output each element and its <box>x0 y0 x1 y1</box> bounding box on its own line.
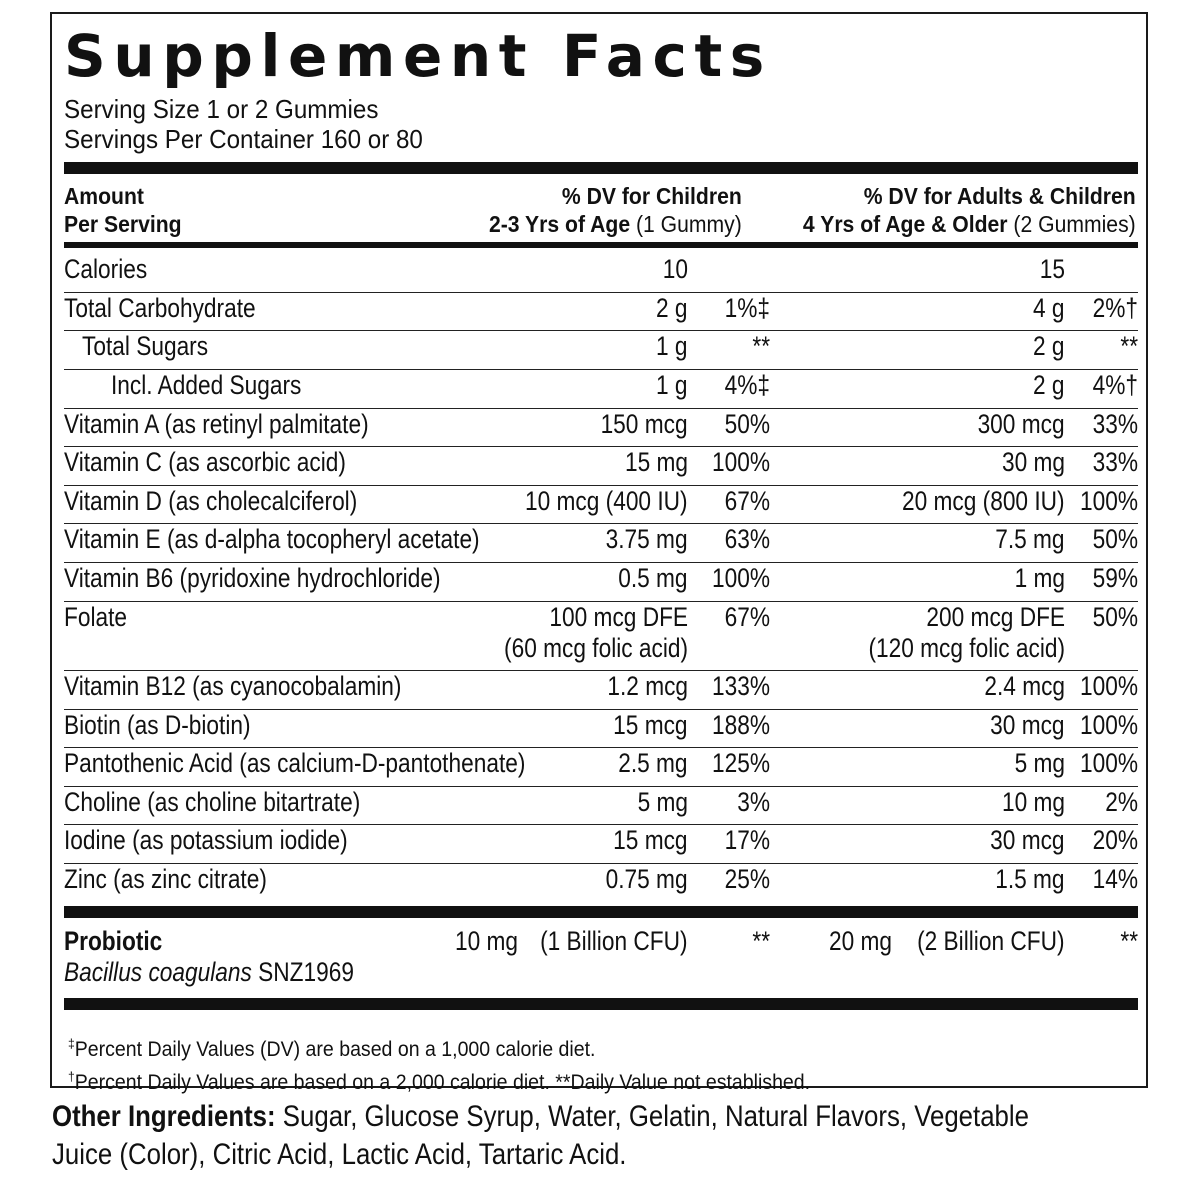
children-serving: (1 Gummy) <box>630 211 742 237</box>
child-dv: 100% <box>711 447 770 477</box>
per-serving-label: Per Serving <box>64 211 182 237</box>
nutrient-row <box>64 331 1138 370</box>
probiotic-child-amount: 10 mg <box>454 926 518 956</box>
supplement-facts-panel <box>50 12 1148 1094</box>
adult-amount: 10 mg <box>1001 787 1065 817</box>
nutrient-row <box>64 524 1138 563</box>
child-dv: 4%‡ <box>724 370 770 400</box>
child-amount: 0.5 mg <box>618 563 688 593</box>
footnote-2000-calorie <box>68 1063 810 1096</box>
adults-serving: (2 Gummies) <box>1007 211 1136 237</box>
adults-dv-header <box>803 182 1136 238</box>
adult-dv: ** <box>1120 331 1138 361</box>
child-amount: 10 mcg (400 IU) <box>525 486 688 516</box>
dagger-mark: † <box>68 1069 75 1084</box>
child-amount: 3.75 mg <box>606 524 688 554</box>
nutrient-row <box>64 787 1138 825</box>
nutrient-row <box>64 864 1138 902</box>
adult-dv: 100% <box>1079 486 1138 516</box>
nutrient-name: Vitamin C (as ascorbic acid) <box>64 447 346 477</box>
adult-dv: 2%† <box>1092 293 1138 323</box>
nutrient-row <box>64 748 1138 787</box>
panel-title: Supplement Facts <box>64 22 772 90</box>
probiotic-row <box>64 926 1138 996</box>
probiotic-species: Bacillus coagulans <box>64 957 252 987</box>
child-dv: 25% <box>724 864 770 894</box>
child-dv: 125% <box>711 748 770 778</box>
child-dv: 17% <box>724 825 770 855</box>
adult-amount: 2 g <box>1033 331 1065 361</box>
child-amount-detail: (60 mcg folic acid) <box>503 633 688 663</box>
nutrient-row <box>64 447 1138 486</box>
adult-amount: 300 mcg <box>978 409 1065 439</box>
child-amount: 10 <box>662 254 688 284</box>
serving-info <box>64 94 423 154</box>
adult-dv: 33% <box>1092 447 1138 477</box>
other-ingredients-text: Sugar, Glucose Syrup, Water, Gelatin, Natural Flavors, Vegetable Juice (Color), Citric Acid, Lactic Acid, Tartaric Acid. <box>52 1100 1029 1171</box>
child-dv: 188% <box>711 710 770 740</box>
probiotic-adult-amount: 20 mg <box>828 926 892 956</box>
child-amount: 1 g <box>656 331 688 361</box>
child-dv: 3% <box>737 787 770 817</box>
adult-amount: 5 mg <box>1014 748 1065 778</box>
adult-dv: 2% <box>1105 787 1138 817</box>
nutrient-name: Folate <box>64 602 128 632</box>
adult-dv: 4%† <box>1092 370 1138 400</box>
child-dv: 67% <box>724 486 770 516</box>
servings-per-container: Servings Per Container 160 or 80 <box>64 124 423 154</box>
nutrient-row <box>64 370 1138 409</box>
child-amount: 2 g <box>656 293 688 323</box>
serving-size: Serving Size 1 or 2 Gummies <box>64 94 379 124</box>
nutrient-name: Vitamin A (as retinyl palmitate) <box>64 409 369 439</box>
adult-amount: 2.4 mcg <box>984 671 1065 701</box>
child-amount: 0.75 mg <box>606 864 688 894</box>
child-amount: 15 mg <box>624 447 688 477</box>
adult-amount: 200 mcg DFE <box>926 602 1065 632</box>
nutrient-name: Biotin (as D-biotin) <box>64 710 251 740</box>
child-amount: 150 mcg <box>601 409 688 439</box>
nutrient-name: Total Carbohydrate <box>64 293 256 323</box>
footnotes <box>68 1030 810 1096</box>
child-dv: 50% <box>724 409 770 439</box>
nutrient-row <box>64 409 1138 447</box>
nutrient-row <box>64 671 1138 710</box>
adult-dv: 100% <box>1079 710 1138 740</box>
nutrient-name: Vitamin B12 (as cyanocobalamin) <box>64 671 402 701</box>
nutrient-name: Iodine (as potassium iodide) <box>64 825 348 855</box>
nutrient-row <box>64 486 1138 524</box>
adults-dv-title: % DV for Adults & Children <box>864 183 1136 209</box>
adults-age: 4 Yrs of Age & Older <box>803 211 1008 237</box>
child-dv: 1%‡ <box>724 293 770 323</box>
child-amount: 100 mcg DFE <box>549 602 688 632</box>
child-dv: 63% <box>724 524 770 554</box>
thick-divider-probiotic <box>64 906 1138 918</box>
child-dv: 133% <box>711 671 770 701</box>
adult-amount: 2 g <box>1033 370 1065 400</box>
children-dv-title: % DV for Children <box>562 183 742 209</box>
amount-label: Amount <box>64 183 144 209</box>
child-amount: 5 mg <box>637 787 688 817</box>
adult-dv: 33% <box>1092 409 1138 439</box>
nutrient-name: Pantothenic Acid (as calcium-D-pantothenate) <box>64 748 526 778</box>
child-dv: 67% <box>724 602 770 632</box>
amount-per-serving-header <box>64 182 182 238</box>
footnote-1000-calorie <box>68 1030 810 1063</box>
adult-amount-detail: (120 mcg folic acid) <box>868 633 1065 663</box>
double-dagger-mark: ‡ <box>68 1036 75 1051</box>
child-amount: 1 g <box>656 370 688 400</box>
children-dv-header <box>489 182 742 238</box>
probiotic-strain <box>64 957 354 987</box>
adult-dv: 50% <box>1092 602 1138 632</box>
child-amount: 1.2 mcg <box>607 671 688 701</box>
nutrient-row <box>64 710 1138 748</box>
nutrient-row <box>64 293 1138 331</box>
adult-amount: 30 mcg <box>990 825 1065 855</box>
other-ingredients <box>52 1098 1041 1174</box>
nutrient-name: Vitamin D (as cholecalciferol) <box>64 486 358 516</box>
thick-divider-bottom <box>64 998 1138 1010</box>
child-dv: ** <box>752 331 770 361</box>
children-age: 2-3 Yrs of Age <box>489 211 631 237</box>
child-dv: 100% <box>711 563 770 593</box>
adult-dv: 14% <box>1092 864 1138 894</box>
probiotic-adult-cfu: (2 Billion CFU) <box>917 926 1065 956</box>
nutrient-row <box>64 563 1138 602</box>
adult-amount: 4 g <box>1033 293 1065 323</box>
adult-amount: 1.5 mg <box>995 864 1065 894</box>
probiotic-strain-code: SNZ1969 <box>251 957 354 987</box>
adult-dv: 100% <box>1079 748 1138 778</box>
nutrient-row <box>64 602 1138 671</box>
footnote-2-text: Percent Daily Values are based on a 2,000 calorie diet. **Daily Value not established. <box>74 1071 811 1094</box>
adult-amount: 30 mg <box>1001 447 1065 477</box>
nutrient-name: Zinc (as zinc citrate) <box>64 864 267 894</box>
nutrient-name: Vitamin E (as d-alpha tocopheryl acetate) <box>64 524 480 554</box>
adult-amount: 7.5 mg <box>995 524 1065 554</box>
adult-amount: 15 <box>1039 254 1065 284</box>
probiotic-name: Probiotic <box>64 926 163 956</box>
adult-amount: 20 mcg (800 IU) <box>902 486 1065 516</box>
nutrient-name: Choline (as choline bitartrate) <box>64 787 361 817</box>
adult-dv: 20% <box>1092 825 1138 855</box>
footnote-1-text: Percent Daily Values (DV) are based on a 1,000 calorie diet. <box>74 1038 596 1061</box>
nutrient-name: Vitamin B6 (pyridoxine hydrochloride) <box>64 563 441 593</box>
probiotic-child-dv: ** <box>752 926 770 956</box>
nutrient-name: Incl. Added Sugars <box>111 370 302 400</box>
child-amount: 15 mcg <box>613 825 688 855</box>
nutrient-name: Calories <box>64 254 148 284</box>
adult-dv: 100% <box>1079 671 1138 701</box>
nutrient-row <box>64 825 1138 864</box>
adult-dv: 59% <box>1092 563 1138 593</box>
nutrient-row <box>64 254 1138 293</box>
nutrient-name: Total Sugars <box>82 331 209 361</box>
child-amount: 2.5 mg <box>618 748 688 778</box>
other-ingredients-label: Other Ingredients: <box>52 1100 276 1133</box>
child-amount: 15 mcg <box>613 710 688 740</box>
thick-divider-top <box>64 162 1138 174</box>
probiotic-adult-dv: ** <box>1120 926 1138 956</box>
adult-amount: 1 mg <box>1014 563 1065 593</box>
medium-divider <box>64 242 1138 248</box>
adult-dv: 50% <box>1092 524 1138 554</box>
probiotic-child-cfu: (1 Billion CFU) <box>540 926 688 956</box>
adult-amount: 30 mcg <box>990 710 1065 740</box>
